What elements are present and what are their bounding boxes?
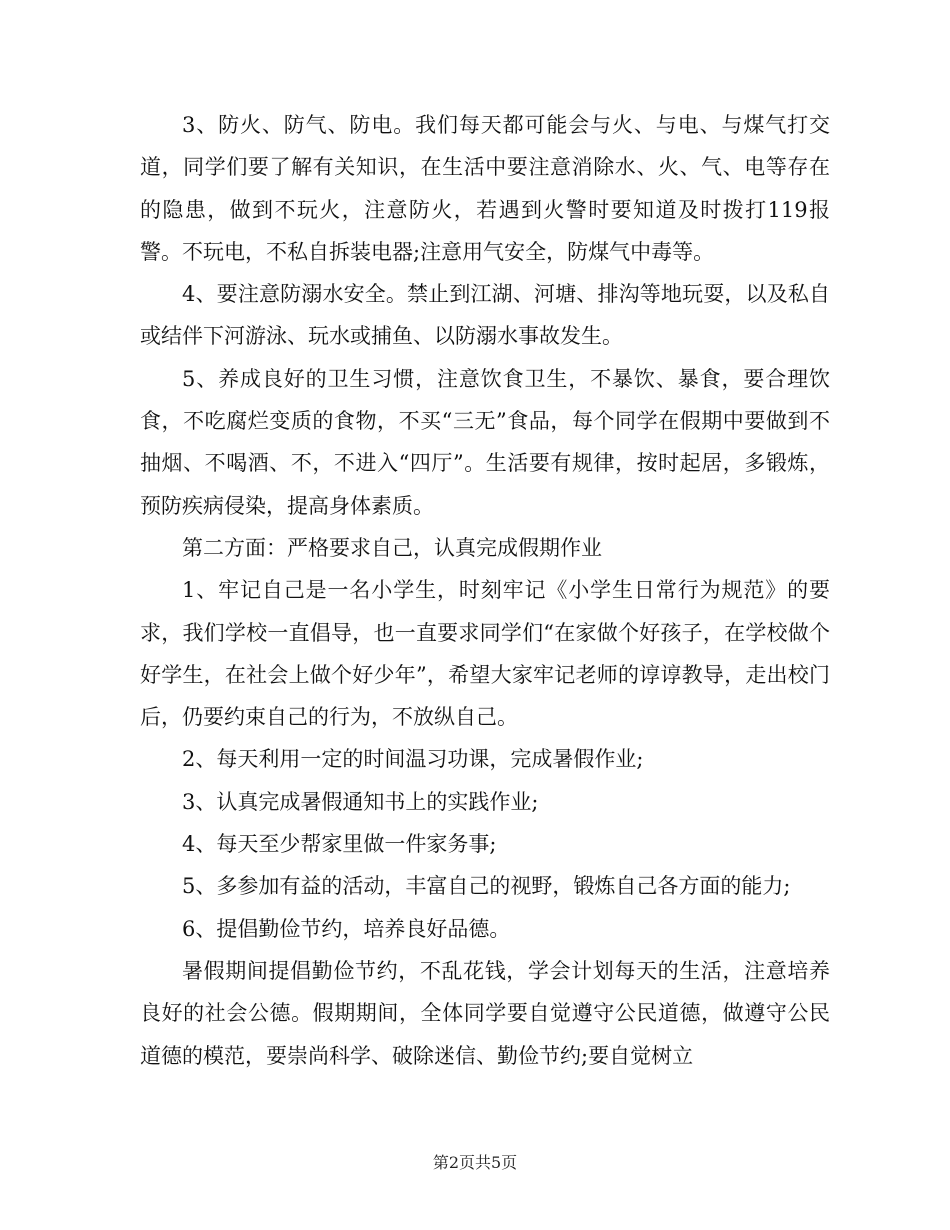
list-item-review-lessons: 2、每天利用一定的时间温习功课，完成暑假作业; (182, 747, 644, 772)
list-item-thrift: 6、提倡勤俭节约，培养良好品德。 (182, 916, 511, 941)
list-item-activities: 5、多参加有益的活动，丰富自己的视野，锻炼自己各方面的能力; (182, 874, 791, 899)
page-number-footer: 第2页共5页 (432, 1153, 518, 1172)
paragraph-drowning-safety: 4、要注意防溺水安全。禁止到江湖、河塘、排沟等地玩耍，以及私自或结伴下河游泳、玩水或捕鱼、以防溺水事故发生。 (140, 282, 830, 349)
paragraph-student-conduct: 1、牢记自己是一名小学生，时刻牢记《小学生日常行为规范》的要求，我们学校一直倡导，也一直要求同学们“在家做个好孩子，在学校做个好学生，在社会上做个好少年”，希望大家牢记老师的谆谆教导，走出校门后，仍要约束自己的行为，不放纵自己。 (140, 578, 830, 730)
list-item-practice-homework: 3、认真完成暑假通知书上的实践作业; (182, 789, 539, 814)
paragraph-fire-gas-electricity-safety: 3、防火、防气、防电。我们每天都可能会与火、与电、与煤气打交道，同学们要了解有关知识，在生活中要注意消除水、火、气、电等存在的隐患，做到不玩火，注意防火，若遇到火警时要知道及时拨打119报警。不玩电，不私自拆装电器;注意用气安全，防煤气中毒等。 (140, 113, 830, 264)
section-heading-second-aspect: 第二方面：严格要求自己，认真完成假期作业 (182, 535, 602, 560)
paragraph-social-ethics: 暑假期间提倡勤俭节约，不乱花钱，学会计划每天的生活，注意培养良好的社会公德。假期期间，全体同学要自觉遵守公民道德，做遵守公民道德的模范，要崇尚科学、破除迷信、勤俭节约;要自觉树立 (140, 958, 830, 1068)
paragraph-hygiene-habits: 5、养成良好的卫生习惯，注意饮食卫生，不暴饮、暴食，要合理饮食，不吃腐烂变质的食物，不买“三无”食品，每个同学在假期中要做到不抽烟、不喝酒、不，不进入“四厅”。生活要有规律，按时起居，多锻炼，预防疾病侵染，提高身体素质。 (140, 366, 830, 518)
list-item-housework: 4、每天至少帮家里做一件家务事; (182, 832, 497, 857)
document-body (140, 104, 830, 1077)
